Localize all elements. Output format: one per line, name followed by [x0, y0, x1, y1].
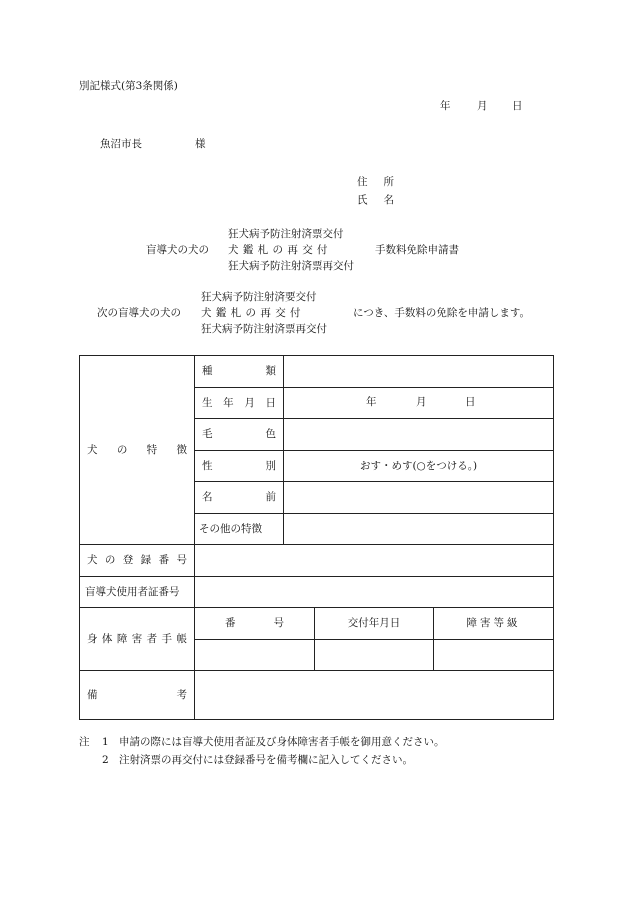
statement-prefix: 次の盲導犬の犬の: [97, 307, 181, 319]
dog-name-label: 名 前: [195, 482, 284, 514]
birthdate-day-label: 日: [465, 395, 476, 408]
handbook-grade-input-cell[interactable]: [434, 639, 554, 671]
note-2-number: 2: [102, 754, 109, 766]
handbook-grade-header: 障害等級: [434, 608, 554, 640]
title-option-2: 犬 鑑 札 の 再 交 付: [228, 244, 329, 256]
title-suffix: 手数料免除申請書: [375, 244, 459, 256]
applicant-name-label: 氏 名: [357, 194, 394, 206]
dog-name-input-cell[interactable]: [284, 482, 554, 514]
birthdate-year-label: 年: [366, 395, 377, 408]
guide-dog-user-cert-input-cell[interactable]: [195, 576, 554, 608]
sex-label: 性 別: [195, 450, 284, 482]
disability-handbook-label: 身 体 障 害 者 手 帳: [80, 608, 195, 671]
sex-input-cell[interactable]: [284, 450, 554, 482]
date-month-label: 月: [477, 100, 488, 112]
handbook-issue-date-input-cell[interactable]: [315, 639, 434, 671]
registration-number-input-cell[interactable]: [195, 545, 554, 577]
other-features-label: その他の特徴: [195, 513, 284, 545]
dog-features-label: 犬 の 特 徴: [80, 356, 195, 545]
date-day-label: 日: [512, 100, 523, 112]
remarks-label: 備 考: [80, 671, 195, 720]
birthdate-month-label: 月: [416, 395, 427, 408]
note-1-text: 申請の際には盲導犬使用者証及び身体障害者手帳を御用意ください。: [119, 736, 445, 748]
title-prefix: 盲導犬の犬の: [146, 244, 209, 256]
birthdate-label: 生 年 月 日: [195, 387, 284, 419]
statement-option-2: 犬 鑑 札 の 再 交 付: [201, 307, 302, 319]
notes-prefix: 注: [79, 736, 90, 748]
coat-color-input-cell[interactable]: [284, 419, 554, 451]
statement-suffix: につき、手数料の免除を申請します。: [353, 307, 531, 319]
guide-dog-user-cert-label: 盲導犬使用者証番号: [80, 576, 195, 608]
note-1-number: 1: [102, 736, 109, 748]
form-reference: 別記様式(第3条関係): [79, 80, 178, 92]
type-label: 種 類: [195, 356, 284, 388]
title-option-1: 狂犬病予防注射済票交付: [228, 228, 344, 240]
sex-options-text: おす・めす(○をつける。): [359, 459, 478, 472]
applicant-address-label: 住 所: [357, 176, 394, 188]
addressee-honorific: 様: [195, 138, 206, 150]
handbook-number-header: 番 号: [195, 608, 315, 640]
other-features-input-cell[interactable]: [284, 513, 554, 545]
registration-number-label: 犬 の 登 録 番 号: [80, 545, 195, 577]
coat-color-label: 毛 色: [195, 419, 284, 451]
birthdate-input-cell[interactable]: [284, 387, 554, 419]
date-year-label: 年: [440, 100, 451, 112]
note-2-text: 注射済票の再交付には登録番号を備考欄に記入してください。: [119, 754, 413, 766]
statement-option-3: 狂犬病予防注射済票再交付: [201, 323, 327, 335]
type-input-cell[interactable]: [284, 356, 554, 388]
statement-option-1: 狂犬病予防注射済要交付: [201, 291, 317, 303]
remarks-input-cell[interactable]: [195, 671, 554, 720]
title-option-3: 狂犬病予防注射済票再交付: [228, 260, 354, 272]
addressee-name: 魚沼市長: [100, 138, 142, 150]
handbook-issue-date-header: 交付年月日: [315, 608, 434, 640]
handbook-number-input-cell[interactable]: [195, 639, 315, 671]
application-form-table: [79, 355, 554, 720]
